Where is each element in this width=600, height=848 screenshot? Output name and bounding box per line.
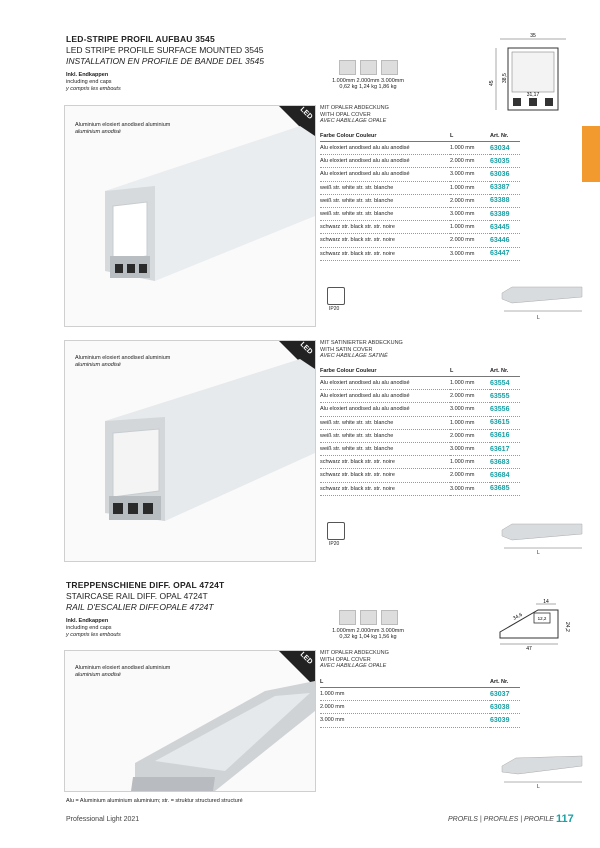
dim-top: 14	[543, 599, 549, 605]
dim-height: 24,2	[564, 622, 570, 632]
table-row: weiß str. white str. str. blanche 3.000 mm 63389	[320, 207, 520, 220]
table-row: schwarz str. black str. str. noire 2.000 mm 63684	[320, 469, 520, 482]
table-row: Alu eloxiert anodised alu alu anodisé 1.000 mm 63034	[320, 142, 520, 155]
packaging-info-1: 1.000mm 2.000mm 3.000mm 0,62 kg 1,24 kg 1,86 kg	[318, 60, 418, 91]
section3-title: TREPPENSCHIENE DIFF. OPAL 4724T	[66, 580, 225, 590]
section3-endcaps: Inkl. Endkappen including end caps y compris les embouts	[66, 618, 121, 638]
led-badge: LED	[298, 651, 314, 666]
footer-section: PROFILS | PROFILES | PROFILE	[448, 816, 554, 823]
col-art: Art. Nr.	[490, 130, 520, 142]
col-art: Art. Nr.	[490, 676, 520, 688]
section3-subtitle-en: STAIRCASE RAIL DIFF. OPAL 4724T	[66, 591, 208, 601]
table-row: schwarz str. black str. str. noire 3.000 mm 63685	[320, 482, 520, 495]
profile-length-illustration	[494, 518, 584, 554]
ip-rating-label: IP20	[329, 541, 340, 547]
dim-slope: 34,6	[512, 611, 524, 622]
section1-subtitle-fr: INSTALLATION EN PROFILE DE BANDE DEL 3545	[66, 56, 264, 66]
cover-text-1: MIT OPALER ABDECKUNG WITH OPAL COVER AVEC HABILLAGE OPALE	[320, 105, 389, 124]
ip-rating-icon	[327, 287, 345, 305]
product-photo-2	[64, 340, 316, 562]
product-photo-3	[64, 650, 316, 792]
product-photo-1	[64, 105, 316, 327]
package-icon	[360, 60, 377, 75]
stair-profile-drawing	[486, 598, 586, 654]
table-row: 3.000 mm 63039	[320, 714, 520, 727]
profile-render	[65, 341, 315, 561]
col-length: L	[450, 130, 490, 142]
photo-label: Aluminium eloxiert anodised aluminium aluminium anodisé	[75, 665, 171, 678]
footer-publication: Professional Light 2021	[66, 816, 140, 823]
page-number: 117	[556, 813, 574, 825]
ip-rating-label: IP20	[329, 306, 340, 312]
table-row: Alu eloxiert anodised alu alu anodisé 2.000 mm 63035	[320, 155, 520, 168]
led-badge: LED	[298, 341, 314, 356]
table-row: weiß str. white str. str. blanche 2.000 mm 63616	[320, 429, 520, 442]
table-row: Alu eloxiert anodised alu alu anodisé 3.000 mm 63556	[320, 403, 520, 416]
section3-subtitle-fr: RAIL D'ESCALIER DIFF.OPALE 4724T	[66, 602, 214, 612]
table-row: weiß str. white str. str. blanche 1.000 mm 63615	[320, 416, 520, 429]
photo-label: Aluminium eloxiert anodised aluminium aluminium anodisé	[75, 355, 171, 368]
table-row: Alu eloxiert anodised alu alu anodisé 3.000 mm 63036	[320, 168, 520, 181]
section1-endcaps: Inkl. Endkappen including end caps y compris les embouts	[66, 72, 121, 92]
package-icon	[381, 60, 398, 75]
table-row: 1.000 mm 63037	[320, 688, 520, 701]
variant-table-2	[320, 365, 520, 496]
table-row: schwarz str. black str. str. noire 3.000 mm 63447	[320, 247, 520, 260]
packaging-info-3: 1.000mm 2.000mm 3.000mm 0,32 kg 1,04 kg 1,56 kg	[318, 610, 418, 641]
variant-table-1	[320, 130, 520, 261]
package-icon	[339, 60, 356, 75]
category-tab	[582, 126, 600, 182]
cover-text-3: MIT OPALER ABDECKUNG WITH OPAL COVER AVEC HABILLAGE OPALE	[320, 650, 389, 669]
dim-inner-height: 38,5	[502, 73, 508, 83]
col-art: Art. Nr.	[490, 365, 520, 377]
profile-length-illustration	[494, 283, 584, 319]
table-row: weiß str. white str. str. blanche 2.000 mm 63388	[320, 194, 520, 207]
length-marker: L	[537, 550, 540, 556]
table-row: weiß str. white str. str. blanche 1.000 mm 63387	[320, 181, 520, 194]
table-row: schwarz str. black str. str. noire 2.000 mm 63446	[320, 234, 520, 247]
package-icon	[381, 610, 398, 625]
dim-width: 47	[526, 646, 532, 652]
cover-text-2: MIT SATINIERTER ABDECKUNG WITH SATIN COVER AVEC HABILLAGE SATINÉ	[320, 340, 403, 359]
ip-rating-icon	[327, 522, 345, 540]
profile-cross-section-drawing	[486, 28, 582, 120]
table-row: Alu eloxiert anodised alu alu anodisé 1.000 mm 63554	[320, 377, 520, 390]
length-marker: L	[537, 315, 540, 321]
table-row: schwarz str. black str. str. noire 1.000 mm 63683	[320, 456, 520, 469]
length-marker: L	[537, 784, 540, 790]
col-colour: Farbe Colour Couleur	[320, 130, 450, 142]
table-row: schwarz str. black str. str. noire 1.000 mm 63445	[320, 221, 520, 234]
photo-label: Aluminium eloxiert anodised aluminium aluminium anodisé	[75, 122, 171, 135]
section1-title: LED-STRIPE PROFIL AUFBAU 3545	[66, 34, 215, 44]
package-icon	[339, 610, 356, 625]
profile-render	[65, 106, 315, 326]
dim-width: 35	[530, 33, 536, 39]
dim-height: 45	[489, 80, 495, 86]
dim-diffuser: 12,2	[537, 616, 547, 621]
col-colour: Farbe Colour Couleur	[320, 365, 450, 377]
abbreviation-legend: Alu = Aluminium aluminium aluminium; str. = struktur structured structuré	[66, 798, 243, 804]
section1-subtitle-en: LED STRIPE PROFILE SURFACE MOUNTED 3545	[66, 45, 264, 55]
table-row: 2.000 mm 63038	[320, 701, 520, 714]
profile-length-illustration	[494, 752, 584, 788]
dim-inner-width: 31,17	[526, 92, 540, 98]
package-icon	[360, 610, 377, 625]
led-badge: LED	[298, 106, 314, 121]
col-length: L	[450, 365, 490, 377]
col-length: L	[320, 676, 490, 688]
variant-table-3	[320, 676, 520, 728]
profile-render	[65, 651, 315, 791]
table-row: Alu eloxiert anodised alu alu anodisé 2.000 mm 63555	[320, 390, 520, 403]
table-row: weiß str. white str. str. blanche 3.000 mm 63617	[320, 442, 520, 455]
